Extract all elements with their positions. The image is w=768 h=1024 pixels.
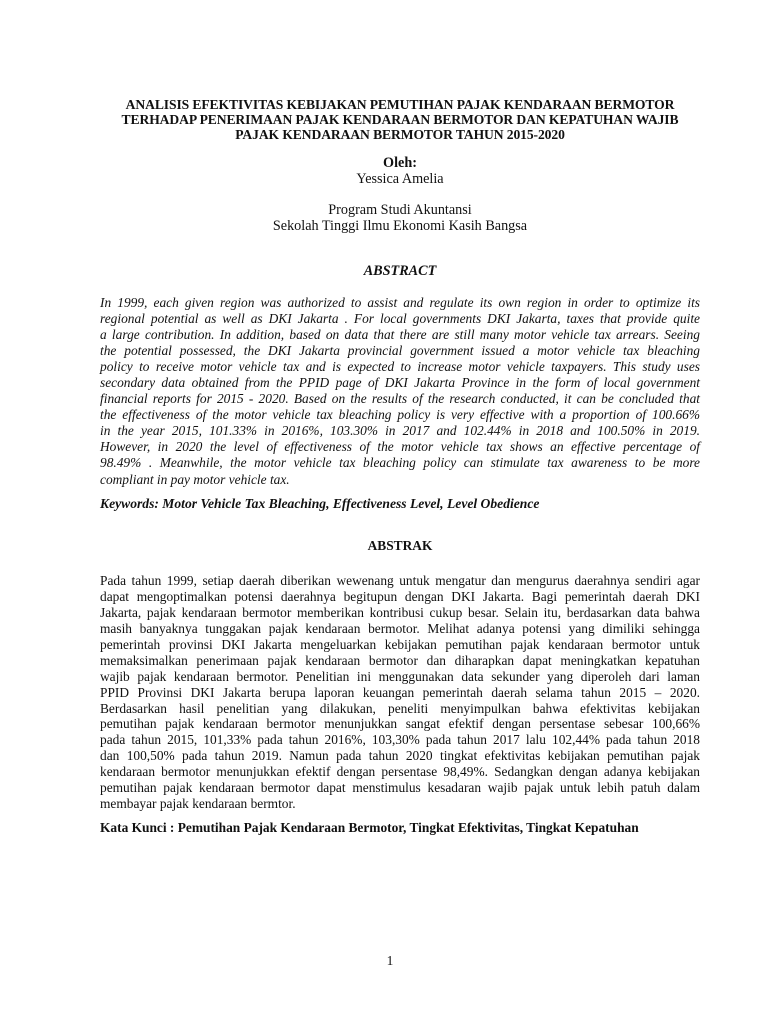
abstrak-line: Jakarta, pajak kendaraan bermotor memberikan kontribusi cukup besar. Selain itu, berdasarkan data bahwa	[100, 604, 700, 620]
affiliation	[150, 202, 650, 234]
title-line: ANALISIS EFEKTIVITAS KEBIJAKAN PEMUTIHAN PAJAK KENDARAAN BERMOTOR	[125, 97, 675, 112]
abstrak-line: Pada tahun 1999, setiap daerah diberikan wewenang untuk mengatur dan mengurus daerahnya sendiri agar	[100, 573, 700, 588]
abstract-heading: ABSTRACT	[363, 263, 437, 279]
abstract-line: compliant in pay motor vehicle tax.	[100, 471, 290, 487]
abstrak-line: membayar pajak kendaraan bermtor.	[100, 796, 296, 812]
program-name: Program Studi Akuntansi	[328, 202, 472, 218]
abstrak-line: memaksimalkan penerimaan pajak kendaraan bermotor dan diharapkan dapat meningkatkan kepatuhan	[100, 652, 700, 668]
abstrak-heading: ABSTRAK	[367, 538, 433, 553]
abstract-body	[100, 295, 700, 488]
abstrak-line: kendaraan bermotor menunjukkan efektif dengan persentase 98,49%. Sedangkan dengan adanya kebijakan	[100, 764, 700, 780]
abstract-line: However, in 2020 the level of effectiveness of the motor vehicle tax shows an effective percentage of	[100, 439, 700, 455]
author-name: Yessica Amelia	[356, 171, 444, 187]
abstract-line: 98.49% . Meanwhile, the motor vehicle tax bleaching policy can stimulate tax awareness to be more	[100, 455, 700, 471]
abstract-line: a large contribution. In addition, based on data that there are still many motor vehicle tax arrears. Seeing	[100, 327, 700, 343]
abstract-line: the potential possessed, the DKI Jakarta provincial government issued a motor vehicle tax bleaching	[100, 343, 700, 359]
page-number: 1	[386, 953, 394, 968]
abstrak-line: pemutihan pajak kendaraan bermotor dapat menstimulus kesadaran wajib pajak untuk lebih patuh dalam	[100, 780, 700, 796]
abstrak-line: pemutihan pajak kendaraan bermotor menunjukkan sangat efektif dengan persentase sebesar 100,66%	[100, 716, 700, 732]
keywords-indonesian: Kata Kunci : Pemutihan Pajak Kendaraan Bermotor, Tingkat Efektivitas, Tingkat Kepatuhan	[100, 820, 639, 835]
abstrak-body	[100, 573, 700, 812]
title-line: TERHADAP PENERIMAAN PAJAK KENDARAAN BERMOTOR DAN KEPATUHAN WAJIB	[121, 112, 679, 127]
abstrak-line: pada tahun 2015, 101,33% pada tahun 2016%, 103,30% pada tahun 2017 lalu 102,44% pada tahun 2018	[100, 732, 700, 748]
abstract-line: policy to receive motor vehicle tax and is expected to increase motor vehicle taxpayers. This study uses	[100, 359, 700, 375]
institution-name: Sekolah Tinggi Ilmu Ekonomi Kasih Bangsa	[272, 218, 528, 234]
paper-title	[90, 97, 710, 142]
abstrak-line: Berdasarkan hasil penelitian yang dilakukan, peneliti menyimpulkan bahwa efektivitas kebijakan	[100, 700, 700, 716]
by-label: Oleh:	[383, 155, 417, 171]
abstract-line: regional potential as well as DKI Jakarta . For local governments DKI Jakarta, taxes that provide quite	[100, 311, 700, 327]
abstract-line: In 1999, each given region was authorized to assist and regulate its own region in order to optimize its	[100, 295, 700, 310]
author-block	[150, 155, 650, 187]
abstract-line: in the year 2015, 101.33% in 2016%, 103.30% in 2017 and 102.44% in 2018 and 100.50% in 2019.	[100, 423, 700, 439]
abstrak-line: dan 100,50% pada tahun 2019. Namun pada tahun 2020 tingkat efektivitas kebijakan pemutihan pajak	[100, 748, 700, 764]
abstrak-line: wajib pajak kendaraan bermotor. Penelitian ini menggunakan data sekunder yang diperoleh dari laman	[100, 668, 700, 684]
title-line: PAJAK KENDARAAN BERMOTOR TAHUN 2015-2020	[235, 127, 565, 142]
abstract-line: financial reports for 2015 - 2020. Based on the results of the research conducted, it can be concluded that	[100, 391, 700, 407]
abstrak-line: pemerintah provinsi DKI Jakarta mengeluarkan kebijakan pemutihan pajak kendaraan bermotor untuk	[100, 636, 700, 652]
abstract-line: secondary data obtained from the PPID page of DKI Jakarta Province in the form of local government	[100, 375, 700, 391]
abstrak-line: dapat mengoptimalkan potensi daerahnya begitupun dengan DKI Jakarta. Bagi pemerintah daerah DKI	[100, 588, 700, 604]
abstract-line: the effectiveness of the motor vehicle tax bleaching policy is very effective with a proportion of 100.66%	[100, 407, 700, 423]
keywords-english: Keywords: Motor Vehicle Tax Bleaching, Effectiveness Level, Level Obedience	[100, 496, 540, 511]
abstrak-line: masih banyaknya tunggakan pajak kendaraan bermotor. Melihat adanya potensi yang dimiliki sehingga	[100, 620, 700, 636]
abstrak-line: PPID Provinsi DKI Jakarta berupa laporan keuangan pemerintah daerah selama tahun 2015 – 2020.	[100, 684, 700, 700]
